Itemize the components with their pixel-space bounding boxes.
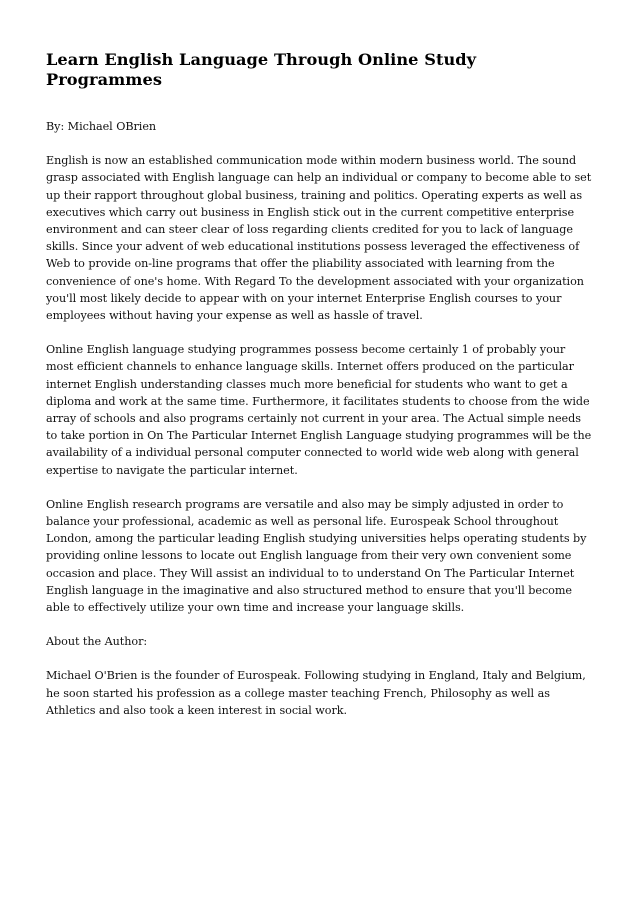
body-paragraph-2: Online English language studying programmes possess become certainly 1 of probably your most efficient channels to enhance language skills. Internet offers produced on the particular internet English understanding classes much more beneficial for students who want to get a diploma and work at the same time. Furthermore, it facilitates students to choose from the wide array of schools and also programs certainly not current in your area. The Actual simple needs to take portion in On The Particular Internet English Language studying programmes will be the availability of a individual personal computer connected to world wide web along with general expertise to navigate the particular internet. (46, 343, 592, 477)
document-page (46, 50, 594, 736)
body-paragraph-1: English is now an established communication mode within modern business world. The sound grasp associated with English language can help an individual or company to become able to set up their rapport throughout global business, training and politics. Operating experts as well as executives which carry out business in English stick out in the current competitive enterprise environment and can steer clear of loss regarding clients credited for you to lack of language skills. Since your advent of web educational institutions possess leveraged the effectiveness of Web to provide on-line programs that offer the pliability associated with learning from the convenience of one's home. With Regard To the development associated with your organization you'll most likely decide to appear with on your internet Enterprise English courses to your employees without having your expense as well as hassle of travel. (46, 154, 592, 323)
document-title: Learn English Language Through Online Study Programmes (46, 50, 477, 89)
about-author-heading: About the Author: (46, 635, 148, 649)
author-byline: By: Michael OBrien (46, 120, 157, 133)
about-author-paragraph: Michael O'Brien is the founder of Eurospeak. Following studying in England, Italy and Belgium, he soon started his profession as a college master teaching French, Philosophy as well as Athletics and also took a keen interest in social work. (46, 669, 586, 717)
body-paragraph-3: Online English research programs are versatile and also may be simply adjusted in order to balance your professional, academic as well as personal life. Eurospeak School throughout London, among the particular leading English studying universities helps operating students by providing online lessons to locate out English language from their very own convenient some occasion and place. They Will assist an individual to to understand On The Particular Internet English language in the imaginative and also structured method to ensure that you'll become able to effectively utilize your own time and increase your language skills. (46, 497, 587, 615)
